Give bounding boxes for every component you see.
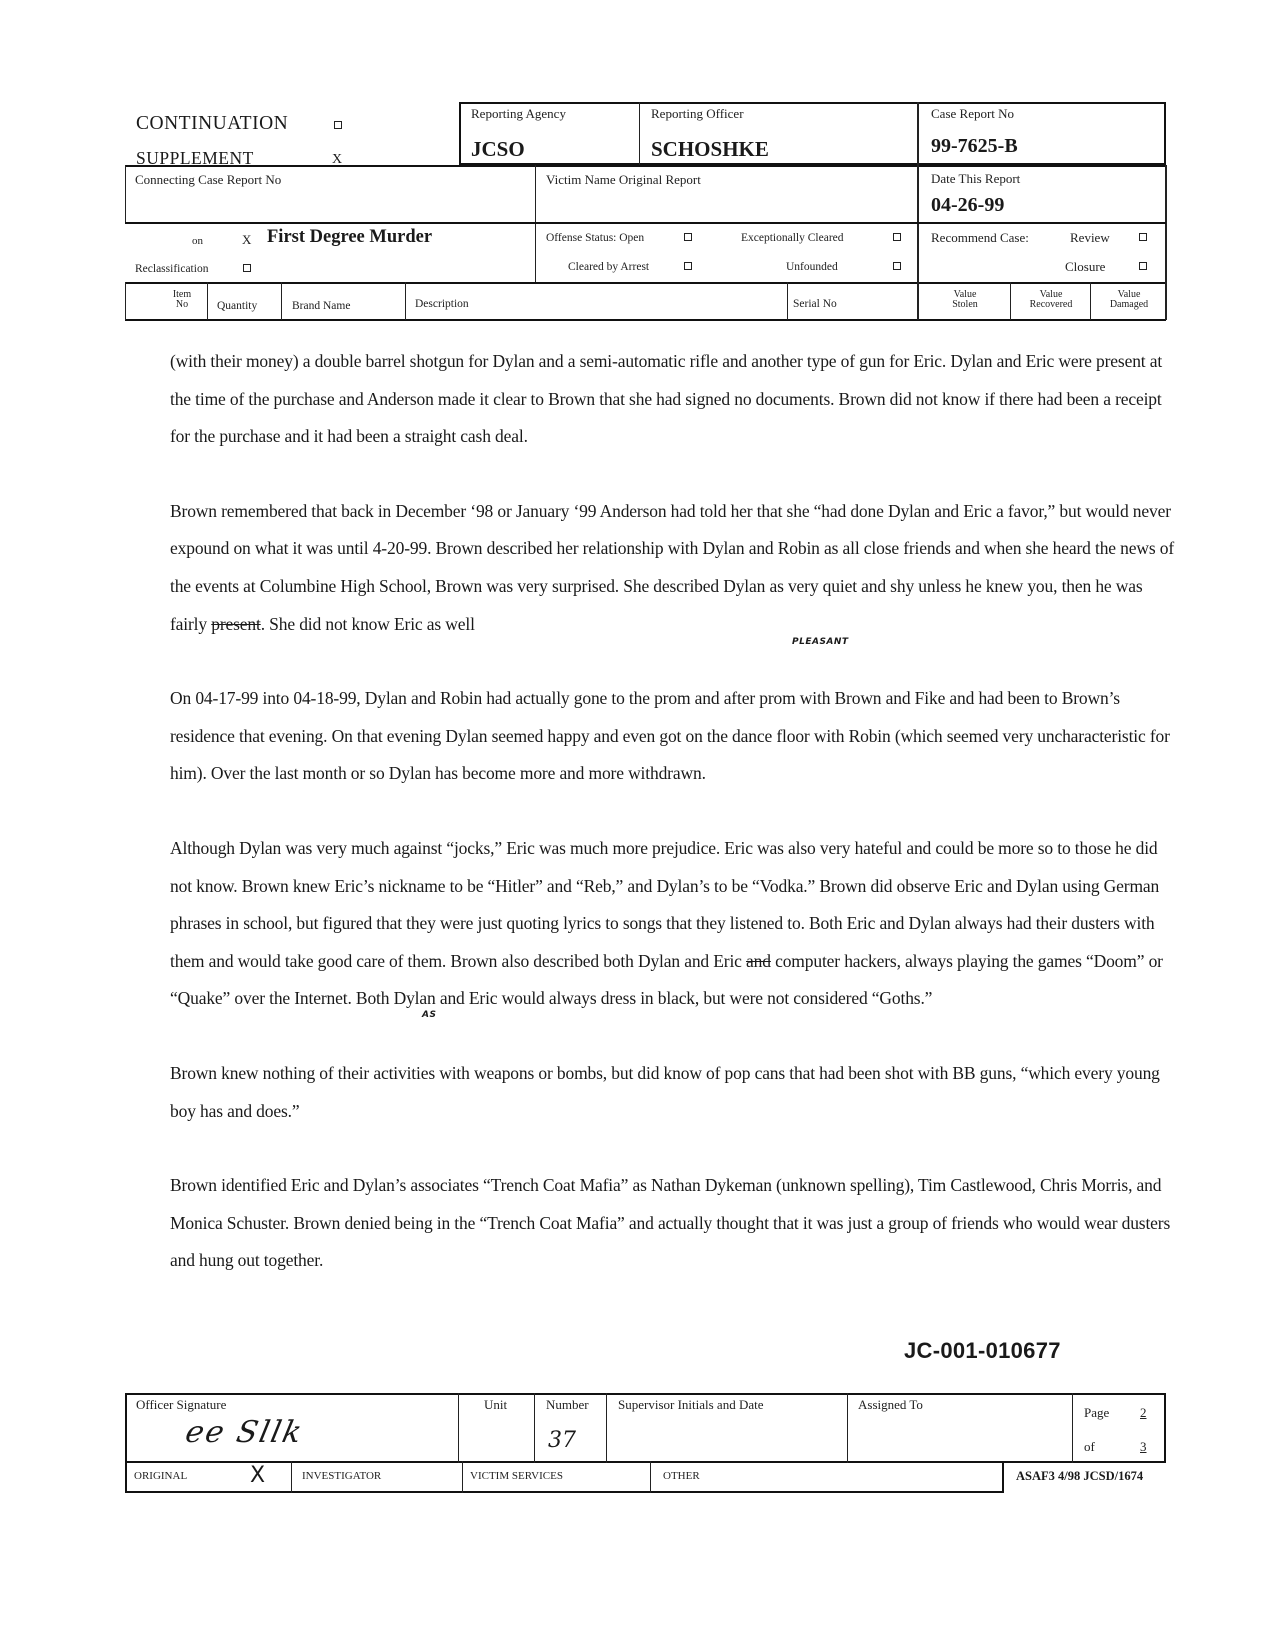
column-value-recovered	[1014, 290, 1088, 310]
paragraph-weapons: Brown knew nothing of their activities with weapons or bombs, but did know of pop cans that had been shot with BB guns, “which every young boy has and does.”	[170, 1062, 1160, 1121]
divider	[125, 282, 126, 320]
divider	[291, 1461, 292, 1493]
review-checkbox[interactable]	[1139, 233, 1147, 241]
paragraph-nicknames	[170, 830, 1180, 1018]
divider	[1010, 282, 1011, 320]
unit-label: Unit	[484, 1397, 508, 1412]
divider	[787, 282, 788, 320]
date-this-report-label: Date This Report	[931, 171, 1021, 186]
divider	[125, 165, 126, 222]
victim-name-label: Victim Name Original Report	[546, 172, 701, 187]
reporting-officer-value: SCHOSHKE	[651, 137, 769, 161]
investigator-label: INVESTIGATOR	[302, 1470, 382, 1482]
column-value-stolen	[935, 290, 995, 310]
divider	[534, 1393, 535, 1463]
page-value: 2	[1140, 1405, 1147, 1420]
assigned-to-label: Assigned To	[858, 1397, 923, 1412]
cleared-by-arrest-label: Cleared by Arrest	[568, 261, 650, 273]
narrative-body	[170, 343, 1180, 1317]
reclassification-checkbox[interactable]	[243, 264, 251, 272]
column-value-stolen-line2: Stolen	[952, 299, 978, 310]
page-label: Page	[1084, 1405, 1110, 1420]
cleared-by-arrest-checkbox[interactable]	[684, 262, 692, 270]
officer-signature-label: Officer Signature	[136, 1397, 227, 1412]
unfounded-checkbox[interactable]	[893, 262, 901, 270]
column-item-no-line1: Item	[172, 289, 192, 300]
column-value-damaged	[1094, 290, 1164, 310]
offense-checkbox-mark[interactable]: X	[242, 232, 252, 247]
paragraph-nicknames-text: Although Dylan was very much against “jocks,” Eric was much more prejudice. Eric was also very hateful and could be more so to those he did not know. Brown knew Eric’s nickname to be “Hitler” and “Reb,” and Dylan’s to be “Vodka.” Brown did observe Eric and Dylan using German phrases in school, but figured that they were just quoting lyrics to songs that they listened to. Both Eric and Dylan always had their dusters with them and would take good care of them. Brown also described both Dylan and Eric	[170, 837, 1160, 971]
victim-services-label: VICTIM SERVICES	[470, 1470, 563, 1482]
divider	[125, 165, 1166, 167]
reporting-agency-label: Reporting Agency	[471, 106, 566, 121]
column-serial-no: Serial No	[793, 298, 837, 310]
divider	[639, 102, 640, 165]
column-value-damaged-line1: Value	[1117, 289, 1141, 300]
original-mark[interactable]: X	[250, 1463, 266, 1488]
officer-signature: ee Sllk	[182, 1415, 307, 1450]
offense-status-open-label: Offense Status: Open	[546, 232, 645, 244]
handwritten-correction-as: AS	[422, 1010, 437, 1020]
paragraph-nicknames-text-end: computer hackers, always playing the games “Doom” or “Quake” over the Internet. Both Dylan and Eric would always dress in black, but were not considered “Goths.”	[170, 950, 1163, 1009]
offense-value: First Degree Murder	[267, 227, 433, 247]
unfounded-label: Unfounded	[786, 261, 838, 273]
handwritten-correction-pleasant: PLEASANT	[792, 637, 849, 647]
reporting-agency-value: JCSO	[471, 137, 525, 161]
case-report-no-label: Case Report No	[931, 106, 1015, 121]
divider	[917, 282, 919, 320]
divider	[917, 102, 919, 165]
case-report-no-value: 99-7625-B	[931, 135, 1018, 157]
divider	[1072, 1393, 1073, 1463]
column-value-damaged-line2: Damaged	[1109, 299, 1149, 310]
divider	[125, 222, 1166, 224]
supplement-checkbox-mark[interactable]: X	[332, 152, 343, 167]
form-code: ASAF3 4/98 JCSD/1674	[1016, 1469, 1144, 1483]
exceptionally-cleared-checkbox[interactable]	[893, 233, 901, 241]
column-quantity: Quantity	[217, 300, 258, 312]
divider	[462, 1461, 463, 1493]
paragraph-relationship	[170, 493, 1180, 643]
divider	[1165, 282, 1167, 320]
paragraph-prom: On 04-17-99 into 04-18-99, Dylan and Robin had actually gone to the prom and after prom with Brown and Fike and had been to Brown’s residence that evening. On that evening Dylan seemed happy and even got on the dance floor with Robin (which seemed very uncharacteristic for him). Over the last month or so Dylan has become more and more withdrawn.	[170, 688, 1170, 784]
paragraph-relationship-text-end: . She did not know Eric as well	[260, 613, 475, 634]
number-value: 37	[548, 1428, 576, 1453]
reporting-officer-label: Reporting Officer	[651, 106, 744, 121]
original-label: ORIGINAL	[134, 1470, 188, 1482]
of-value: 3	[1140, 1439, 1147, 1454]
supervisor-label: Supervisor Initials and Date	[618, 1397, 764, 1412]
bates-number: JC-001-010677	[904, 1338, 1061, 1363]
divider	[847, 1393, 848, 1463]
column-value-recovered-line1: Value	[1039, 289, 1063, 300]
divider	[606, 1393, 607, 1463]
column-item-no	[168, 290, 196, 310]
divider	[207, 282, 208, 320]
date-this-report-value: 04-26-99	[931, 194, 1005, 216]
column-value-stolen-line1: Value	[953, 289, 977, 300]
paragraph-purchase: (with their money) a double barrel shotgun for Dylan and a semi-automatic rifle and another type of gun for Eric. Dylan and Eric were present at the time of the purchase and Anderson made it clear to Brown that she had signed no documents. Brown did not know if there had been a receipt for the purchase and it had been a straight cash deal.	[170, 351, 1163, 447]
closure-checkbox[interactable]	[1139, 262, 1147, 270]
column-value-recovered-line2: Recovered	[1029, 299, 1073, 310]
number-label: Number	[546, 1397, 589, 1412]
connecting-case-label: Connecting Case Report No	[135, 172, 282, 187]
struck-word: present	[211, 613, 261, 634]
reclassification-label: Reclassification	[135, 263, 209, 275]
divider	[405, 282, 406, 320]
review-label: Review	[1070, 230, 1110, 245]
divider	[650, 1461, 651, 1493]
paragraph-trench-coat-mafia: Brown identified Eric and Dylan’s associates “Trench Coat Mafia” as Nathan Dykeman (unknown spelling), Tim Castlewood, Chris Morris, and Monica Schuster. Brown denied being in the “Trench Coat Mafia” and actually thought that it was just a group of friends who would wear dusters and hung out together.	[170, 1175, 1171, 1271]
column-item-no-line2: No	[175, 299, 189, 310]
on-label: on	[192, 235, 203, 247]
continuation-checkbox[interactable]	[334, 121, 342, 129]
struck-word: and	[746, 950, 771, 971]
supplement-label: SUPPLEMENT	[136, 148, 254, 168]
of-label: of	[1084, 1439, 1095, 1454]
paragraph-relationship-text: Brown remembered that back in December ‘98 or January ‘99 Anderson had told her that she “had done Dylan and Eric a favor,” but would never expound on what it was until 4-20-99. Brown described her relationship with Dylan and Robin as all close friends and when she heard the news of the events at Columbine High School, Brown was very surprised. She described Dylan as very quiet and shy unless he knew you, then he was fairly	[170, 500, 1175, 634]
other-label: OTHER	[663, 1470, 700, 1482]
recommend-case-label: Recommend Case:	[931, 230, 1029, 245]
open-checkbox[interactable]	[684, 233, 692, 241]
divider	[458, 1393, 459, 1463]
divider	[1090, 282, 1091, 320]
exceptionally-cleared-label: Exceptionally Cleared	[741, 232, 844, 244]
continuation-label: CONTINUATION	[136, 113, 289, 134]
closure-label: Closure	[1065, 259, 1106, 274]
column-brand-name: Brand Name	[292, 300, 351, 312]
column-description: Description	[415, 298, 469, 310]
divider	[281, 282, 282, 320]
